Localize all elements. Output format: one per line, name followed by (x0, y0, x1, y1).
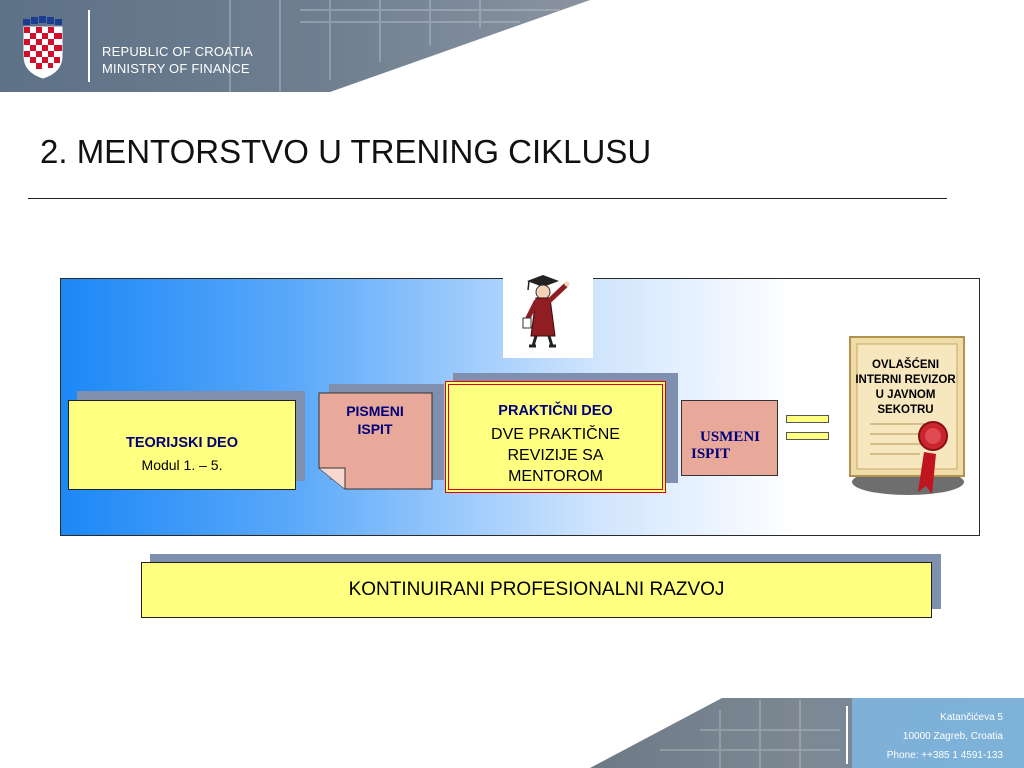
teorijski-deo-box (68, 400, 296, 490)
equals-sign-bar-lower (786, 432, 829, 440)
usmeni-line-1: USMENI (700, 429, 761, 445)
title-divider (28, 198, 947, 199)
prakticni-line-2: REVIZIJE SA (507, 447, 604, 464)
graduate-mentor-icon (503, 268, 593, 358)
pismeni-line-1: PISMENI (346, 403, 404, 419)
ministry-name (102, 43, 253, 77)
prakticni-title: PRAKTIČNI DEO (498, 403, 613, 419)
equals-sign-icon (786, 415, 829, 423)
certificate-label (848, 358, 963, 418)
phone-line: Phone: ++385 1 4591-133 (886, 750, 1003, 761)
certificate-line-3: U JAVNOM (875, 389, 936, 401)
teorijski-title: TEORIJSKI DEO (126, 435, 238, 451)
address-line-2: 10000 Zagreb, Croatia (902, 731, 1003, 742)
pismeni-line-2: ISPIT (357, 421, 393, 437)
pismeni-label (320, 402, 430, 438)
certificate-line-4: SEKOTRU (877, 404, 934, 416)
kontinuirani-razvoj-bar: KONTINUIRANI PROFESIONALNI RAZVOJ (141, 562, 932, 618)
usmeni-line-2: ISPIT (691, 446, 731, 462)
ministry-line-1: REPUBLIC OF CROATIA (102, 44, 253, 59)
usmeni-label (691, 429, 761, 463)
ministry-line-2: MINISTRY OF FINANCE (102, 61, 250, 76)
prakticni-deo-box (445, 381, 666, 493)
slide-title: 2. MENTORSTVO U TRENING CIKLUSU (40, 133, 652, 170)
usmeni-ispit-box (681, 400, 778, 476)
certificate-line-2: INTERNI REVIZOR (855, 374, 956, 386)
teorijski-subtitle: Modul 1. – 5. (141, 457, 223, 473)
footer-address (858, 708, 1003, 765)
prakticni-body (449, 424, 662, 487)
mentor-figure (503, 268, 593, 358)
address-line-1: Katančićeva 5 (940, 712, 1003, 723)
certificate-line-1: OVLAŠĆENI (871, 359, 940, 371)
prakticni-line-3: MENTOROM (508, 468, 603, 485)
prakticni-line-1: DVE PRAKTIČNE (491, 426, 620, 443)
